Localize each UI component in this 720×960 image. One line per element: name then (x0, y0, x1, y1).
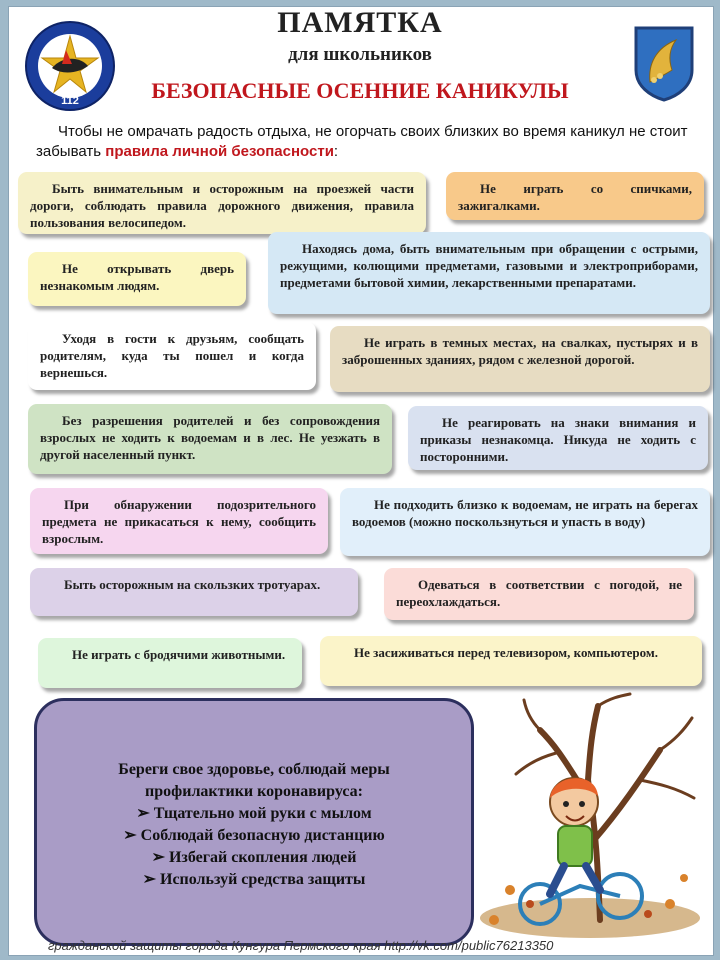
rule-card-weather (384, 568, 694, 620)
rule-card-dark-places (330, 326, 710, 392)
rule-text: Не играть с бродячими животными. (72, 647, 286, 662)
rule-card-door (28, 252, 246, 306)
rule-text: Не подходить близко к водоемам, не играть на берегах водоемов (можно поскользнуться и упасть в воду) (352, 497, 698, 529)
rule-text: Быть осторожным на скользких тротуарах. (64, 577, 321, 592)
rule-card-suspicious-object (30, 488, 328, 554)
intro-end: : (333, 143, 339, 160)
rule-text: Без разрешения родителей и без сопровождения взрослых не ходить к водоемам и в лес. Не уезжать в другой населенный пункт. (40, 413, 380, 462)
covid-item-1: ➢ Тщательно мой руки с мылом (136, 805, 372, 822)
bullet-arrow-icon: ➢ (123, 827, 137, 844)
poster-subtitle: для школьников (288, 44, 432, 65)
coronavirus-prevention-card (34, 698, 474, 946)
rule-text: Находясь дома, быть внимательным при обращении с острыми, режущими, колющими предметами, газовыми и электроприборами, предметами бытовой химии, лекарственными препаратами. (280, 241, 698, 290)
covid-item-3: ➢ Избегай скопления людей (151, 849, 357, 866)
rule-text: Не реагировать на знаки внимания и приказы незнакомца. Никуда не ходить с посторонними. (420, 415, 696, 464)
rule-text: Не открывать дверь незнакомым людям. (40, 261, 234, 293)
rule-text: Быть внимательным и осторожным на проезжей части дороги, соблюдать правила дорожного движения, правила пользования велосипедом. (30, 181, 414, 230)
rule-card-slippery (30, 568, 358, 616)
rule-card-stray-animals (38, 638, 302, 688)
covid-item-4: ➢ Используй средства защиты (142, 871, 366, 888)
bullet-arrow-icon: ➢ (151, 849, 165, 866)
rule-text: Не засиживаться перед телевизором, компьютером. (354, 645, 658, 660)
rule-text: Одеваться в соответствии с погодой, не переохлаждаться. (396, 577, 682, 609)
rule-card-strangers (408, 406, 708, 470)
emblem-number: 112 (61, 95, 79, 107)
rule-card-screen-time (320, 636, 702, 686)
rule-card-home-safety (268, 232, 710, 314)
covid-line-1: Береги свое здоровье, соблюдай меры (118, 761, 390, 778)
rule-text: При обнаружении подозрительного предмета не прикасаться к нему, сообщить взрослым. (42, 497, 316, 546)
poster-heading: БЕЗОПАСНЫЕ ОСЕННИЕ КАНИКУЛЫ (151, 78, 569, 103)
covid-line-2: профилактики коронавируса: (145, 783, 363, 800)
bullet-arrow-icon: ➢ (142, 871, 156, 888)
rule-card-inform-parents (28, 322, 316, 390)
autumn-tree-cyclist-illustration (470, 690, 710, 940)
intro-paragraph (36, 122, 700, 162)
footer-source-link[interactable]: гражданской защиты города Кунгура Пермского края http://vk.com/public76213350 (48, 938, 554, 953)
intro-highlight: правила личной безопасности (105, 143, 334, 160)
rule-card-water-forest (28, 404, 392, 474)
rule-card-matches (446, 172, 704, 220)
poster-title: ПАМЯТКА (277, 6, 443, 39)
intro-text: Чтобы не омрачать радость отдыха, не огорчать своих близких во время каникул не стоит забывать (36, 123, 688, 160)
covid-item-2: ➢ Соблюдай безопасную дистанцию (123, 827, 385, 844)
rule-text: Не играть со спичками, зажигалками. (458, 181, 692, 213)
rule-text: Не играть в темных местах, на свалках, пустырях и в заброшенных зданиях, рядом с железной дорогой. (342, 335, 698, 367)
rule-text: Уходя в гости к друзьям, сообщать родителям, куда ты пошел и когда вернешься. (40, 331, 304, 380)
rule-card-water-banks (340, 488, 710, 556)
bullet-arrow-icon: ➢ (136, 805, 150, 822)
rule-card-road-safety (18, 172, 426, 234)
